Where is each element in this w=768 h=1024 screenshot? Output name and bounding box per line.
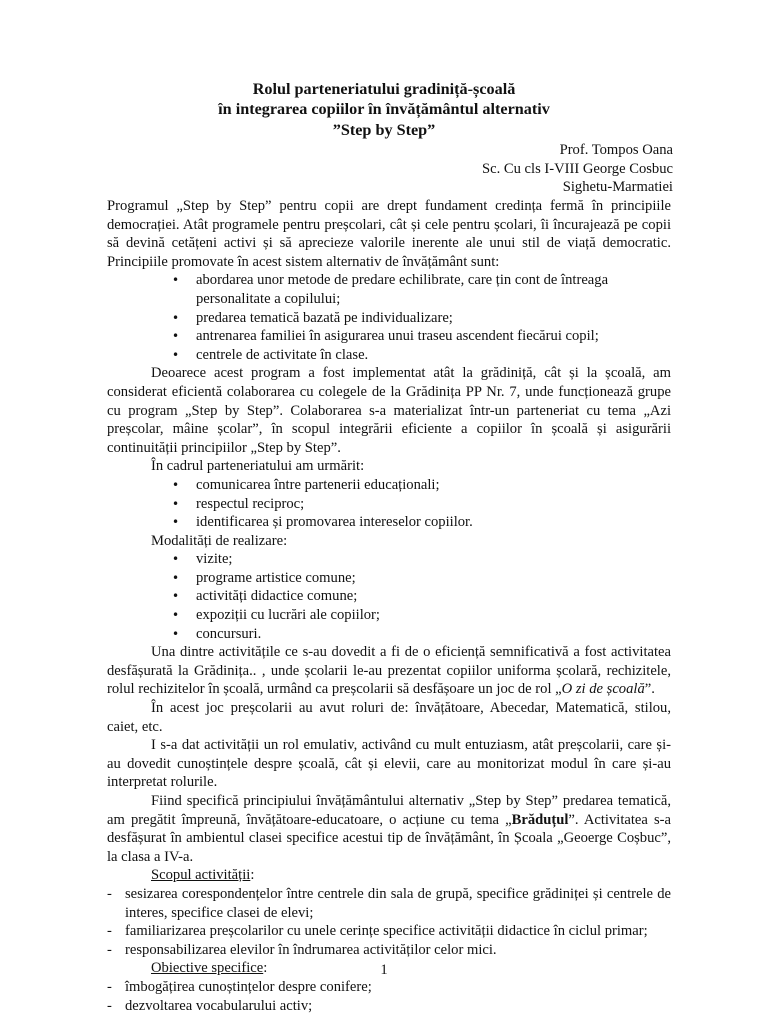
title-line-2: în integrarea copiilor în învățământul alternativ	[218, 100, 550, 119]
followed-list	[107, 476, 671, 532]
modes-list	[107, 550, 671, 643]
objectives-heading: Obiective specifice:	[151, 960, 268, 977]
title-line-3: ”Step by Step”	[332, 120, 436, 139]
list-item: - familiarizarea preșcolarilor cu unele cerințe specifice activității didactice în ciclul primar;	[107, 922, 671, 941]
list-item: • abordarea unor metode de predare echilibrate, care țin cont de întreaga personalitate a copilului;	[196, 271, 671, 308]
list-item: - sesizarea corespondențelor între centrele din sala de grupă, specifice grădiniței și centrele de interes, specifice clasei de elevi;	[107, 885, 671, 922]
list-item: - responsabilizarea elevilor în îndrumarea activităților celor mici.	[107, 941, 671, 960]
objectives-label: Obiective specifice	[151, 960, 264, 977]
principles-list	[107, 271, 671, 364]
paragraph-partnership: Deoarece acest program a fost implementat atât la grădiniță, cât și la școală, am considerat eficientă colaborarea cu colegele de la Grădinița PP Nr. 7, unde funcționează grupe cu program „Step by Step”. Colaborarea s-a materializat într-un parteneriat cu tema „Azi preșcolar, mâine școlar”, în scopul integrării eficiente a copiilor în școală și asigurării continuității principiilor „Step by Step”.	[107, 365, 671, 456]
list-item: • programe artistice comune;	[196, 569, 671, 588]
paragraph-activity	[107, 643, 671, 699]
list-item: • comunicarea între partenerii educaționali;	[196, 476, 671, 495]
followed-label: În cadrul parteneriatului am urmărit:	[151, 458, 365, 475]
objectives-list	[107, 978, 671, 1015]
paragraph-thematic-text: Fiind specifică principiului învățământului alternativ „Step by Step” predarea tematică, am pregătit împreună, învățătoare-educatoare, o acțiune cu tema „	[107, 793, 671, 828]
list-item: • centrele de activitate în clase.	[196, 346, 671, 365]
document-body	[107, 197, 671, 1015]
list-item: • respectul reciproc;	[196, 495, 671, 514]
paragraph-activity-text: Una dintre activitățile ce s-au dovedit a fi de o eficiență semnificativă a fost activitatea desfășurată la Grădinița.. , unde școlarii le-au prezentat copiilor uniforma școlară, rechizitele, rolul rechizitelor în școală, urmând ca preșcolarii să desfășoare un joc de rol „	[107, 644, 671, 698]
author-block	[0, 141, 768, 197]
list-item: • predarea tematică bazată pe individualizare;	[196, 309, 671, 328]
list-item: • activități didactice comune;	[196, 587, 671, 606]
list-item: • expoziții cu lucrări ale copiilor;	[196, 606, 671, 625]
paragraph-roles: În acest joc preșcolarii au avut roluri de: învățătoare, Abecedar, Matematică, stilou, caiet, etc.	[107, 700, 671, 735]
list-item: • vizite;	[196, 550, 671, 569]
list-item: • concursuri.	[196, 625, 671, 644]
author-school: Sc. Cu cls I-VIII George Cosbuc	[481, 160, 673, 177]
paragraph-thematic-end: ”. Activitatea s-a desfășurat în ambientul clasei specifice acestui tip de învățământ, în Școala „Geoerge Coșbuc”, la clasa a IV-a.	[107, 811, 672, 865]
intro-paragraph: Programul „Step by Step” pentru copii are drept fundament credința fermă în principiile democrației. Atât programele pentru preșcolari, cât și cele pentru școlari, îi încurajează pe copii să devină cetățeni activi și să aprecieze valorile inerente ale unui stil de viață democratic. Principiile promovate în acest sistem alternativ de învățământ sunt:	[107, 198, 671, 270]
scope-label: Scopul activității	[151, 867, 251, 884]
list-item: • antrenarea familiei în asigurarea unui traseu ascendent fiecărui copil;	[196, 327, 671, 346]
page-number: 1	[380, 962, 388, 978]
author-city: Sighetu-Marmatiei	[562, 179, 673, 196]
title-line-1: Rolul parteneriatului gradiniță-școală	[252, 80, 516, 98]
paragraph-thematic	[107, 792, 671, 866]
list-item: - îmbogățirea cunoștințelor despre conifere;	[107, 978, 671, 997]
paragraph-activity-end: ”.	[644, 681, 655, 698]
list-item: - dezvoltarea vocabularului activ;	[107, 997, 671, 1016]
author-name: Prof. Tompos Oana	[559, 142, 673, 159]
role-play-title: O zi de școală	[561, 681, 645, 698]
paragraph-emulative: I s-a dat activității un rol emulativ, activând cu mult entuziasm, atât preșcolarii, care și-au dovedit cunoștințele despre școală, cât și elevii, care au monitorizat modul în care și-au interpretat rolurile.	[107, 737, 671, 791]
scope-heading: Scopul activității:	[151, 867, 255, 884]
theme-title: Brăduțul	[511, 811, 569, 828]
list-item: • identificarea și promovarea intereselor copiilor.	[196, 513, 671, 532]
scope-list	[107, 885, 671, 959]
modes-label: Modalități de realizare:	[151, 532, 288, 549]
